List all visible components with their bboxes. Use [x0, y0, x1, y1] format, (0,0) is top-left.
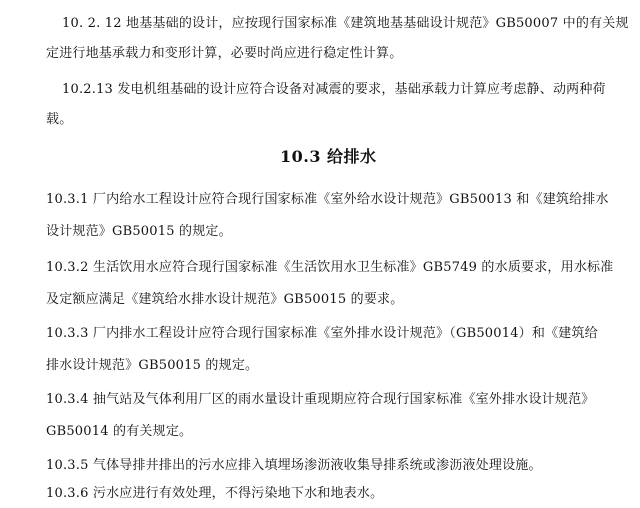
clause-10-3-2-line-2: 及定额应满足《建筑给水排水设计规范》GB50015 的要求。	[46, 292, 404, 307]
clause-10-2-12-line-2: 定进行地基承载力和变形计算，必要时尚应进行稳定性计算。	[46, 46, 403, 61]
clause-10-2-12-line-1: 10. 2. 12 地基基础的设计，应按现行国家标准《建筑地基基础设计规范》GB50007 中的有关规	[62, 16, 629, 31]
clause-10-3-5-line-1: 10.3.5 气体导排井排出的污水应排入填埋场渗沥液收集导排系统或渗沥液处理设施。	[46, 458, 542, 473]
clause-10-3-4-line-1: 10.3.4 抽气站及气体利用厂区的雨水量设计重现期应符合现行国家标准《室外排水设计规范》	[46, 392, 595, 407]
clause-10-3-3-line-1: 10.3.3 厂内排水工程设计应符合现行国家标准《室外排水设计规范》（GB50014）和《建筑给	[46, 326, 598, 341]
clause-10-2-13-line-2: 载。	[46, 112, 73, 127]
clause-10-3-1-line-2: 设计规范》GB50015 的规定。	[46, 224, 232, 239]
clause-10-3-2-line-1: 10.3.2 生活饮用水应符合现行国家标准《生活饮用水卫生标准》GB5749 的水质要求，用水标准	[46, 260, 614, 275]
clause-10-3-6-line-1: 10.3.6 污水应进行有效处理，不得污染地下水和地表水。	[46, 486, 384, 501]
section-heading: 10.3 给排水	[280, 147, 377, 166]
clause-10-3-3-line-2: 排水设计规范》GB50015 的规定。	[46, 358, 259, 373]
clause-10-3-1-line-1: 10.3.1 厂内给水工程设计应符合现行国家标准《室外给水设计规范》GB50013 和《建筑给排水	[46, 192, 609, 207]
clause-10-2-13-line-1: 10.2.13 发电机组基础的设计应符合设备对减震的要求，基础承载力计算应考虑静、动两种荷	[62, 82, 606, 97]
clause-10-3-4-line-2: GB50014 的有关规定。	[46, 424, 193, 439]
